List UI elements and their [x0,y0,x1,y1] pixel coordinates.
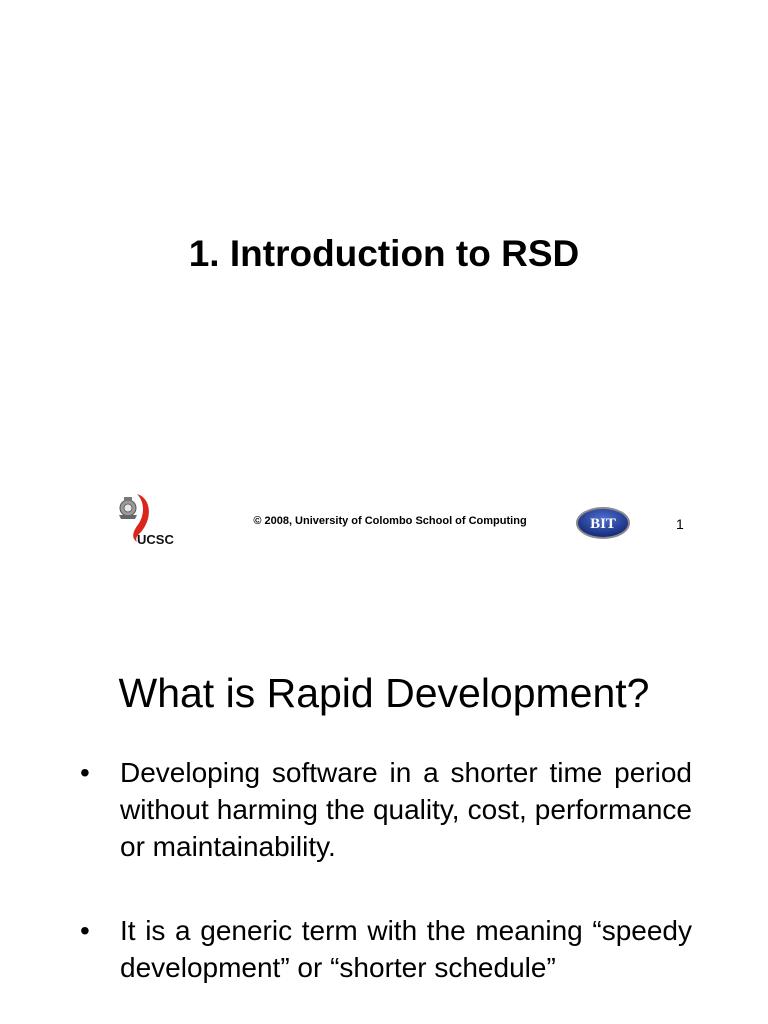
copyright-notice: © 2008, University of Colombo School of Computing [253,515,527,527]
slide-title: 1. Introduction to RSD [188,233,580,274]
slide-title-rapid-development: What is Rapid Development? [118,670,650,716]
ucsc-crest-icon [113,488,177,550]
bullet-item [76,912,692,986]
ucsc-logo [113,488,177,550]
bullet-icon: • [80,915,90,946]
page-number: 1 [676,516,684,532]
bullet-text: It is a generic term with the meaning “speedy development” or “shorter schedule” [120,915,692,983]
bit-logo [574,504,632,542]
bullet-text: Developing software in a shorter time period without harming the quality, cost, performance or maintainability. [120,757,692,862]
bullet-list [76,754,692,986]
bullet-item [76,754,692,865]
ucsc-logo-text: UCSC [137,532,174,547]
bullet-icon: • [80,757,90,788]
bit-logo-text: BIT [590,516,616,532]
bit-oval-icon [574,504,632,542]
